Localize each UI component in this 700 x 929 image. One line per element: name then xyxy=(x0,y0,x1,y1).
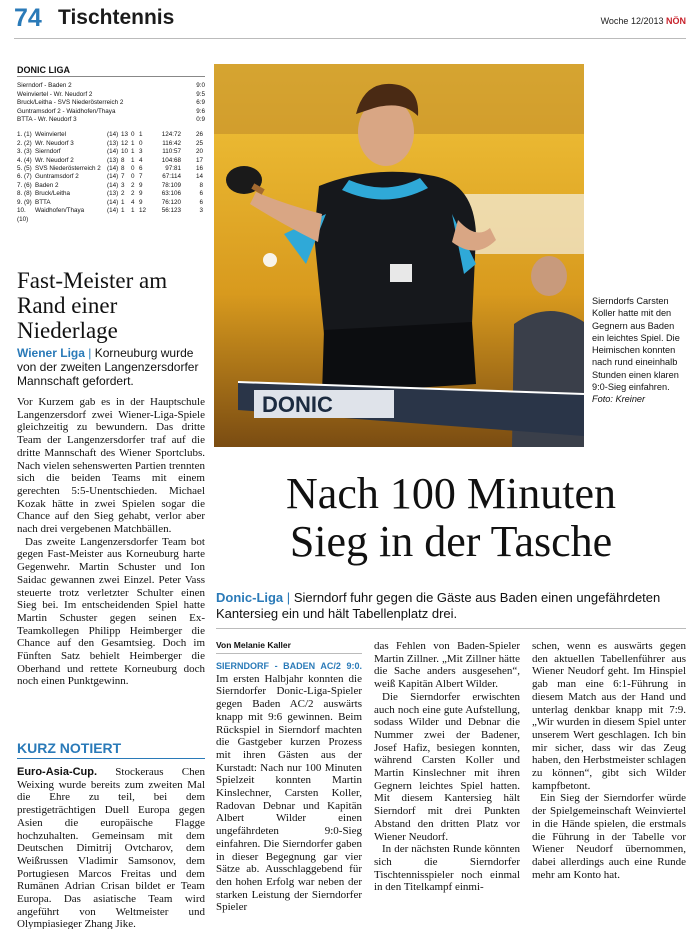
standing-points: 6 xyxy=(199,190,203,198)
result-match: Bruck/Leitha - SVS Niederösterreich 2 xyxy=(17,99,124,107)
standing-points: 6 xyxy=(199,198,203,206)
standing-losses: 6 xyxy=(139,165,143,173)
standing-team: Sierndorf xyxy=(35,148,61,156)
page-header xyxy=(14,6,686,36)
photo-caption xyxy=(592,295,686,406)
standing-draws: 0 xyxy=(131,131,135,139)
standing-team: SVS Niederösterreich 2 xyxy=(35,165,101,173)
left-article-paragraph: Vor Kurzem gab es in der Hauptschule Langenzersdorf zwei Wiener-Liga-Spiele gleichzeitig zu bewundern. Das dritte Team der Langenzersdorfer traf auf die dritte Mannschaft des Wiener Sportclubs. Nach vielen sehenswerten Partien trennten sich die beiden Teams mit einem gerechten 5:5-Unentschieden. Michael Kozak hätte in zwei Spielen sogar die Chance auf den Sieg gehabt, verlor aber nach drei vergebenen Matchbällen. xyxy=(17,396,205,536)
standings-row xyxy=(17,173,205,181)
standing-pos: 3. (3) xyxy=(17,148,32,156)
standing-sets: 124:72 xyxy=(161,131,181,139)
kicker-separator: | xyxy=(286,590,291,605)
standing-games: (14) xyxy=(107,198,119,206)
standing-team: Bruck/Leitha xyxy=(35,190,71,198)
caption-text: Sierndorfs Carsten Koller hatte mit den Gegnern aus Baden ein leichtes Spiel. Die Heimischen konnten nach rund eineinhalb Stunden einen klaren 9:0-Sieg einfahren. xyxy=(592,296,680,393)
result-score: 9:0 xyxy=(196,82,205,90)
photo-credit: Foto: Kreiner xyxy=(592,394,646,405)
standing-pos: 4. (4) xyxy=(17,156,32,164)
section-title: Tischtennis xyxy=(58,6,175,29)
standing-draws: 1 xyxy=(131,207,135,215)
result-match: Sierndorf - Baden 2 xyxy=(17,82,72,90)
main-headline-line2: Sieg in der Tasche xyxy=(289,517,613,566)
standing-pos: 5. (5) xyxy=(17,165,32,173)
left-article-paragraph: Das zweite Langenzersdorfer Team bot gegen Fast-Meister aus Korneuburg harte Gegenwehr. Martin Schuster und Ion Saidac gewannen zwei Einzel. Peter Vass steuerte trotz verletzter Schulter einen Sieg bei. Im entscheidenden Spiel hatte Martin Schuster gegen seinen Ex-Teamkollegen Philipp Heimberger die Chance auf den Gesamtsieg. Doch im Fünften Satz behielt Heimberger die Oberhand und rettete Korneuburg doch noch einen Punktgewinn. xyxy=(17,535,205,688)
standing-losses: 9 xyxy=(139,198,143,206)
standings-row xyxy=(17,157,205,165)
left-article-subtext: Korneuburg wurde von der zweiten Langenzersdorfer Mannschaft gefordert. xyxy=(17,346,199,388)
standings-row xyxy=(17,182,205,190)
table-tennis-photo xyxy=(214,64,584,447)
kurz-notiert-text: Stockeraus Chen Weixing wurde bereits zum zweiten Mal die Ehre zu teil, bei dem prestigeträchtigen Duell Europa gegen Asien die europäische Flagge hochzuhalten. Gemeinsam mit dem Deutschen Dimitrij Ovtcharov, dem Weißrussen Vladimir Samsonov, dem Portugiesen Marcos Freitas und dem Rumänen Adrian Crisan bildet er Team Europa. Das asiatische Team wird angeführt von Weltmeister und Olympiasieger Zhang Jike. xyxy=(17,766,205,929)
standings-row xyxy=(17,190,205,198)
main-rule xyxy=(216,628,686,629)
standing-points: 20 xyxy=(195,148,203,156)
standing-draws: 0 xyxy=(131,173,135,181)
main-headline xyxy=(216,470,686,566)
standing-points: 3 xyxy=(199,207,203,215)
standing-pos: 9. (9) xyxy=(17,198,32,206)
main-column-2 xyxy=(374,640,520,894)
standing-team: Guntramsdorf 2 xyxy=(35,173,79,181)
result-row xyxy=(17,91,205,99)
standing-sets: 78:109 xyxy=(161,181,181,189)
standing-wins: 1 xyxy=(121,207,125,215)
standing-losses: 7 xyxy=(139,173,143,181)
standing-wins: 3 xyxy=(121,181,125,189)
player-illustration xyxy=(214,64,584,447)
standings-row xyxy=(17,148,205,156)
liga-title: DONIC LIGA xyxy=(17,66,205,77)
standing-games: (13) xyxy=(107,156,119,164)
liga-table xyxy=(17,66,205,224)
standing-wins: 7 xyxy=(121,173,125,181)
standing-team: Baden 2 xyxy=(35,181,59,189)
standing-losses: 0 xyxy=(139,139,143,147)
standing-sets: 116:42 xyxy=(162,139,181,147)
main-column-1 xyxy=(216,660,362,914)
standings-row xyxy=(17,199,205,207)
dateline: SIERNDORF - BADEN AC/2 9:0. xyxy=(216,661,362,671)
standing-games: (14) xyxy=(107,148,119,156)
main-paragraph: Ein Sieg der Sierndorfer würde der Spielgemeinschaft Weinviertel in die Hände spielen, die erstmals die Führung in der Tabelle vor Wiener Neudorf übernommen, dabei allerdings auch eine Runde mehr am Konto hat. xyxy=(532,792,686,881)
standing-losses: 1 xyxy=(139,131,143,139)
standing-draws: 0 xyxy=(131,165,135,173)
header-rule xyxy=(14,38,686,39)
result-score: 6:9 xyxy=(196,99,205,107)
standing-games: (13) xyxy=(107,139,119,147)
result-match: Weinviertel - Wr. Neudorf 2 xyxy=(17,90,93,98)
standing-games: (13) xyxy=(107,190,119,198)
page-number: 74 xyxy=(14,4,42,32)
standing-wins: 1 xyxy=(121,198,125,206)
kurz-notiert-rule xyxy=(17,758,205,759)
issue-week: Woche 12/2013 xyxy=(600,16,664,26)
standings-row xyxy=(17,131,205,139)
standing-sets: 76:120 xyxy=(161,198,181,206)
result-row xyxy=(17,99,205,107)
standing-wins: 12 xyxy=(121,139,129,147)
standing-wins: 10 xyxy=(121,148,129,156)
main-column-3 xyxy=(532,640,686,881)
standings-row xyxy=(17,207,205,224)
left-article-sub xyxy=(17,346,207,388)
kurz-notiert-lead: Euro-Asia-Cup. xyxy=(17,766,98,778)
standing-losses: 9 xyxy=(139,181,143,189)
result-match: BTTA - Wr. Neudorf 3 xyxy=(17,116,77,124)
standing-sets: 97:81 xyxy=(165,165,181,173)
standings-list xyxy=(17,131,205,223)
standings-row xyxy=(17,165,205,173)
standing-pos: 2. (2) xyxy=(17,139,32,147)
kurz-notiert-title: KURZ NOTIERT xyxy=(17,740,122,756)
standing-draws: 1 xyxy=(131,148,135,156)
standing-sets: 63:106 xyxy=(161,190,181,198)
left-article-kicker: Wiener Liga xyxy=(17,346,85,360)
standing-draws: 1 xyxy=(131,139,135,147)
kicker-separator: | xyxy=(88,346,92,360)
standing-pos: 1. (1) xyxy=(17,131,32,139)
standing-team: Waidhofen/Thaya xyxy=(35,207,85,215)
standing-wins: 8 xyxy=(121,156,125,164)
standing-losses: 3 xyxy=(139,148,143,156)
main-paragraph: Die Sierndorfer erwischten auch noch eine gute Aufstellung, sodass Wilder und Debnar die Nummer zwei der Badener, Josef Hafiz, besiegen konnten, während Carsten Koller und Martin Kinslechner mit ihren Gegnern leichtes Spiel hatten. Mit diesem Kantersieg hält Sierndorf mit drei Punkten Abstand den dritten Platz vor Wiener Neudorf. xyxy=(374,690,520,843)
standings-row xyxy=(17,140,205,148)
main-subtext: Sierndorf fuhr gegen die Gäste aus Baden einen ungefährdeten Kantersieg ein und hält Tabellenplatz drei. xyxy=(216,590,661,621)
photo-table-brand: DONIC xyxy=(262,392,333,417)
standing-team: Wr. Neudorf 3 xyxy=(35,139,74,147)
standing-draws: 4 xyxy=(131,198,135,206)
main-paragraph: schen, wenn es auswärts gegen den aktuellen Tabellenführer aus Wiener Neudorf geht. Im Hinspiel gab man eine 6:1-Führung in diesem Match aus der Hand und unterlag denkbar knapp mit 7:9. „Wir wurden in diesem Spiel unter unserem Wert geschlagen. Ich bin mir sicher, dass wir das Zeug haben, den Herbstmeister schlagen zu können“, gibt sich Wilder kampfbetont. xyxy=(532,640,686,792)
standing-sets: 67:114 xyxy=(162,173,181,181)
result-row xyxy=(17,116,205,124)
standing-games: (14) xyxy=(107,165,119,173)
standing-games: (14) xyxy=(107,131,119,139)
standing-wins: 2 xyxy=(121,190,125,198)
standing-pos: 10. (10) xyxy=(17,207,29,223)
main-paragraph: In der nächsten Runde könnten sich die Sierndorfer Tischtennisspieler noch einmal in den Titelkampf einmi- xyxy=(374,843,520,894)
result-score: 9:5 xyxy=(196,90,205,98)
results-list xyxy=(17,82,205,124)
standing-sets: 56:123 xyxy=(161,207,181,215)
standing-team: BTTA xyxy=(35,198,51,206)
main-kicker: Donic-Liga xyxy=(216,590,284,605)
standing-wins: 8 xyxy=(121,165,125,173)
standing-draws: 2 xyxy=(131,190,135,198)
left-article-body xyxy=(17,396,205,688)
standing-losses: 12 xyxy=(139,207,147,215)
standing-points: 8 xyxy=(199,181,203,189)
result-match: Guntramsdorf 2 - Waidhofen/Thaya xyxy=(17,107,116,115)
standing-draws: 2 xyxy=(131,181,135,189)
brand-logo: NÖN xyxy=(666,16,686,26)
issue-info xyxy=(601,16,686,26)
result-row xyxy=(17,82,205,90)
byline: Von Melanie Kaller xyxy=(216,640,362,654)
standing-team: Weinviertel xyxy=(35,131,67,139)
standing-pos: 7. (6) xyxy=(17,181,32,189)
standing-draws: 1 xyxy=(131,156,135,164)
main-paragraph xyxy=(216,660,362,914)
standing-sets: 110:57 xyxy=(162,148,181,156)
result-score: 0:9 xyxy=(196,116,205,124)
standing-points: 16 xyxy=(195,165,203,173)
standing-pos: 8. (8) xyxy=(17,190,32,198)
standing-points: 17 xyxy=(195,156,203,164)
standing-points: 14 xyxy=(195,173,203,181)
main-subheadline xyxy=(216,590,686,622)
main-col1-text: Im ersten Halbjahr konnten die Sierndorfer Donic-Liga-Spieler gegen Baden AC/2 auswärts knapp mit 9:6 gewinnen. Beim Rückspiel in Sierndorf machten die Gastgeber kurzen Prozess mit ihren Gästen aus der Kurstadt: Nach nur 100 Minuten Spielzeit konnten Martin Kinslechner, Carsten Koller, Radovan Debnar und Kapitän Albert Wilder einen ungefährdeten 9:0-Sieg einfahren. Die Sierndorfer gaben in dieser Begegnung gar vier Sätze ab. Ausschlaggebend für den hohen Erfolg war neben der starken Leistung der Sierndorfer Spieler xyxy=(216,672,362,914)
main-headline-line1: Nach 100 Minuten xyxy=(286,469,616,518)
result-score: 9:6 xyxy=(196,107,205,115)
standing-team: Wr. Neudorf 2 xyxy=(35,156,74,164)
standing-points: 26 xyxy=(195,131,203,139)
result-row xyxy=(17,108,205,116)
standing-losses: 4 xyxy=(139,156,143,164)
standing-pos: 6. (7) xyxy=(17,173,32,181)
left-article-headline: Fast-Meister am Rand einer Niederlage xyxy=(17,268,168,343)
standing-games: (14) xyxy=(107,181,119,189)
main-paragraph: das Fehlen von Baden-Spieler Martin Zillner. „Mit Zillner hätte die Sache anders ausgesehen“, weiß Kapitän Albert Wilder. xyxy=(374,640,520,691)
standing-games: (14) xyxy=(107,207,119,215)
standing-points: 25 xyxy=(195,139,203,147)
standing-losses: 9 xyxy=(139,190,143,198)
standing-wins: 13 xyxy=(121,131,129,139)
standing-sets: 104:68 xyxy=(161,156,181,164)
kurz-notiert-body xyxy=(17,766,205,929)
standing-games: (14) xyxy=(107,173,119,181)
